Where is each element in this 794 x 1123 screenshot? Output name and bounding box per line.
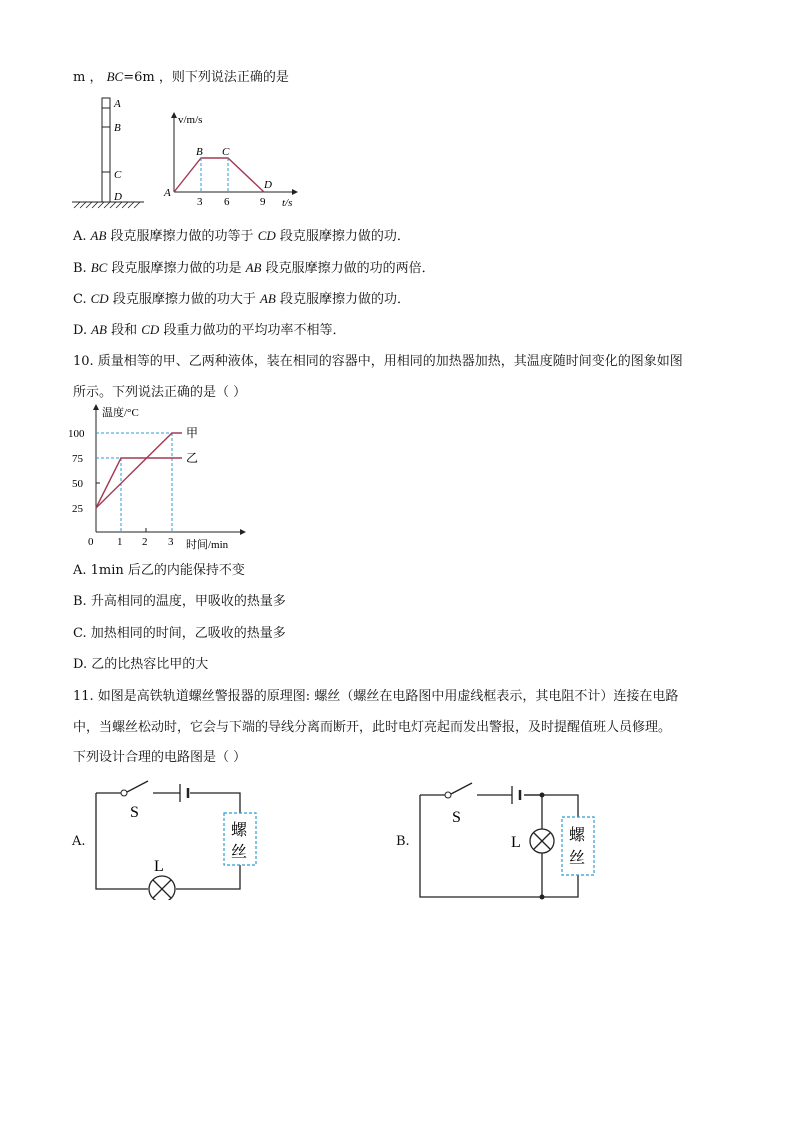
- q10-ylabel: 温度/°C: [102, 407, 139, 419]
- q9-option-a[interactable]: [73, 225, 410, 244]
- q9-option-a-text: 段克服摩擦力做的功．: [275, 229, 410, 244]
- q11-option-b-letter[interactable]: B.: [396, 834, 410, 849]
- q10-option-c[interactable]: C. 加热相同的时间，乙吸收的热量多: [73, 626, 286, 641]
- q9-stem-bc: BC: [106, 69, 124, 84]
- vt-point-d: D: [264, 179, 272, 191]
- circuit-b-lamp-label: L: [511, 834, 521, 851]
- q9-stem-rest: =6m ，则下列说法正确的是: [123, 70, 289, 85]
- xtick-3: 3: [168, 536, 174, 548]
- vt-tick-9: 9: [260, 196, 266, 208]
- vt-point-b: B: [196, 146, 203, 158]
- q9-option-d-letter: D.: [73, 323, 88, 338]
- ytick-100: 100: [68, 428, 85, 440]
- ytick-75: 75: [72, 453, 83, 465]
- q9-option-b-var: BC: [90, 260, 108, 275]
- q9-option-d-text: 段重力做功的平均功率不相等．: [159, 323, 346, 338]
- q9-option-b-text: 段克服摩擦力做的功的两倍．: [261, 261, 435, 276]
- q10-temperature-chart: [68, 402, 248, 552]
- vt-tick-3: 3: [197, 196, 203, 208]
- q9-option-a-var: AB: [90, 228, 107, 243]
- vt-point-a: A: [164, 187, 171, 199]
- q11-circuit-b[interactable]: [414, 777, 604, 902]
- circuit-a-switch-label: S: [130, 804, 139, 821]
- q11-stem-line3: 下列设计合理的电路图是（ ）: [73, 750, 247, 765]
- q10-stem-line1: 10. 质量相等的甲、乙两种液体，装在相同的容器中，用相同的加热器加热，其温度随时间变化的图象如图: [73, 354, 683, 369]
- q10-option-a[interactable]: A. 1min 后乙的内能保持不变: [73, 563, 245, 578]
- series-label-yi: 乙: [186, 451, 199, 465]
- q9-option-a-letter: A.: [73, 229, 87, 244]
- q9-option-c-text: 段克服摩擦力做的功．: [275, 292, 410, 307]
- q9-stem-pre: m ，: [73, 70, 103, 85]
- q9-option-c[interactable]: [73, 288, 410, 307]
- q9-stem-tail: [73, 66, 289, 85]
- q11-circuit-a[interactable]: [90, 775, 270, 900]
- q9-tower-figure: [70, 94, 160, 212]
- series-jia: [96, 433, 182, 508]
- tower-label-b: B: [114, 122, 121, 134]
- xtick-2: 2: [142, 536, 148, 548]
- q9-option-d-var: CD: [141, 322, 160, 337]
- q10-option-d[interactable]: D. 乙的比热容比甲的大: [73, 657, 209, 672]
- tower-label-a: A: [114, 98, 121, 110]
- q11-stem-line2: 中，当螺丝松动时，它会与下端的导线分离而断开，此时电灯亮起而发出警报，及时提醒值班人员修理。: [73, 720, 672, 735]
- circuit-b-screw-label-2: 丝: [569, 850, 586, 867]
- tower-label-c: C: [114, 169, 122, 181]
- q9-option-b-letter: B.: [73, 261, 87, 276]
- q9-vt-graph: [160, 108, 305, 210]
- vt-tick-6: 6: [224, 196, 230, 208]
- ytick-50: 50: [72, 478, 83, 490]
- tower-label-d: D: [114, 191, 122, 203]
- q9-option-a-var: CD: [257, 228, 276, 243]
- series-label-jia: 甲: [186, 426, 199, 440]
- xtick-0: 0: [88, 536, 94, 548]
- q10-xlabel: 时间/min: [186, 539, 229, 551]
- vt-ylabel: v/m/s: [178, 114, 203, 126]
- vt-point-c: C: [222, 146, 230, 158]
- q9-option-b[interactable]: [73, 257, 435, 276]
- circuit-a-lamp-label: L: [154, 858, 164, 875]
- q9-option-c-var: AB: [259, 291, 276, 306]
- q9-option-c-var: CD: [90, 291, 109, 306]
- q9-option-c-letter: C.: [73, 292, 87, 307]
- xtick-1: 1: [117, 536, 123, 548]
- q9-option-d-text: 段和: [106, 323, 142, 338]
- q11-stem-line1: 11. 如图是高铁轨道螺丝警报器的原理图: 螺丝（螺丝在电路图中用虚线框表示，其电阻不计）连接在电路: [73, 689, 679, 704]
- q10-option-b[interactable]: B. 升高相同的温度，甲吸收的热量多: [73, 594, 286, 609]
- q9-option-c-text: 段克服摩擦力做的功大于: [108, 292, 260, 307]
- q9-option-a-text: 段克服摩擦力做的功等于: [106, 229, 258, 244]
- ytick-25: 25: [72, 503, 83, 515]
- q9-option-b-var: AB: [245, 260, 262, 275]
- circuit-a-screw-label-1: 螺: [231, 822, 248, 839]
- circuit-b-switch-label: S: [452, 809, 461, 826]
- circuit-b-screw-label-1: 螺: [569, 827, 586, 844]
- circuit-a-screw-label-2: 丝: [231, 844, 248, 861]
- q10-stem-line2: 所示。下列说法正确的是（ ）: [73, 385, 247, 400]
- q9-option-d-var: AB: [91, 322, 107, 337]
- q11-option-a-letter[interactable]: A.: [72, 834, 86, 849]
- q9-option-d[interactable]: [73, 319, 345, 338]
- q9-option-b-text: 段克服摩擦力做的功是: [107, 261, 246, 276]
- vt-xlabel: t/s: [282, 197, 293, 209]
